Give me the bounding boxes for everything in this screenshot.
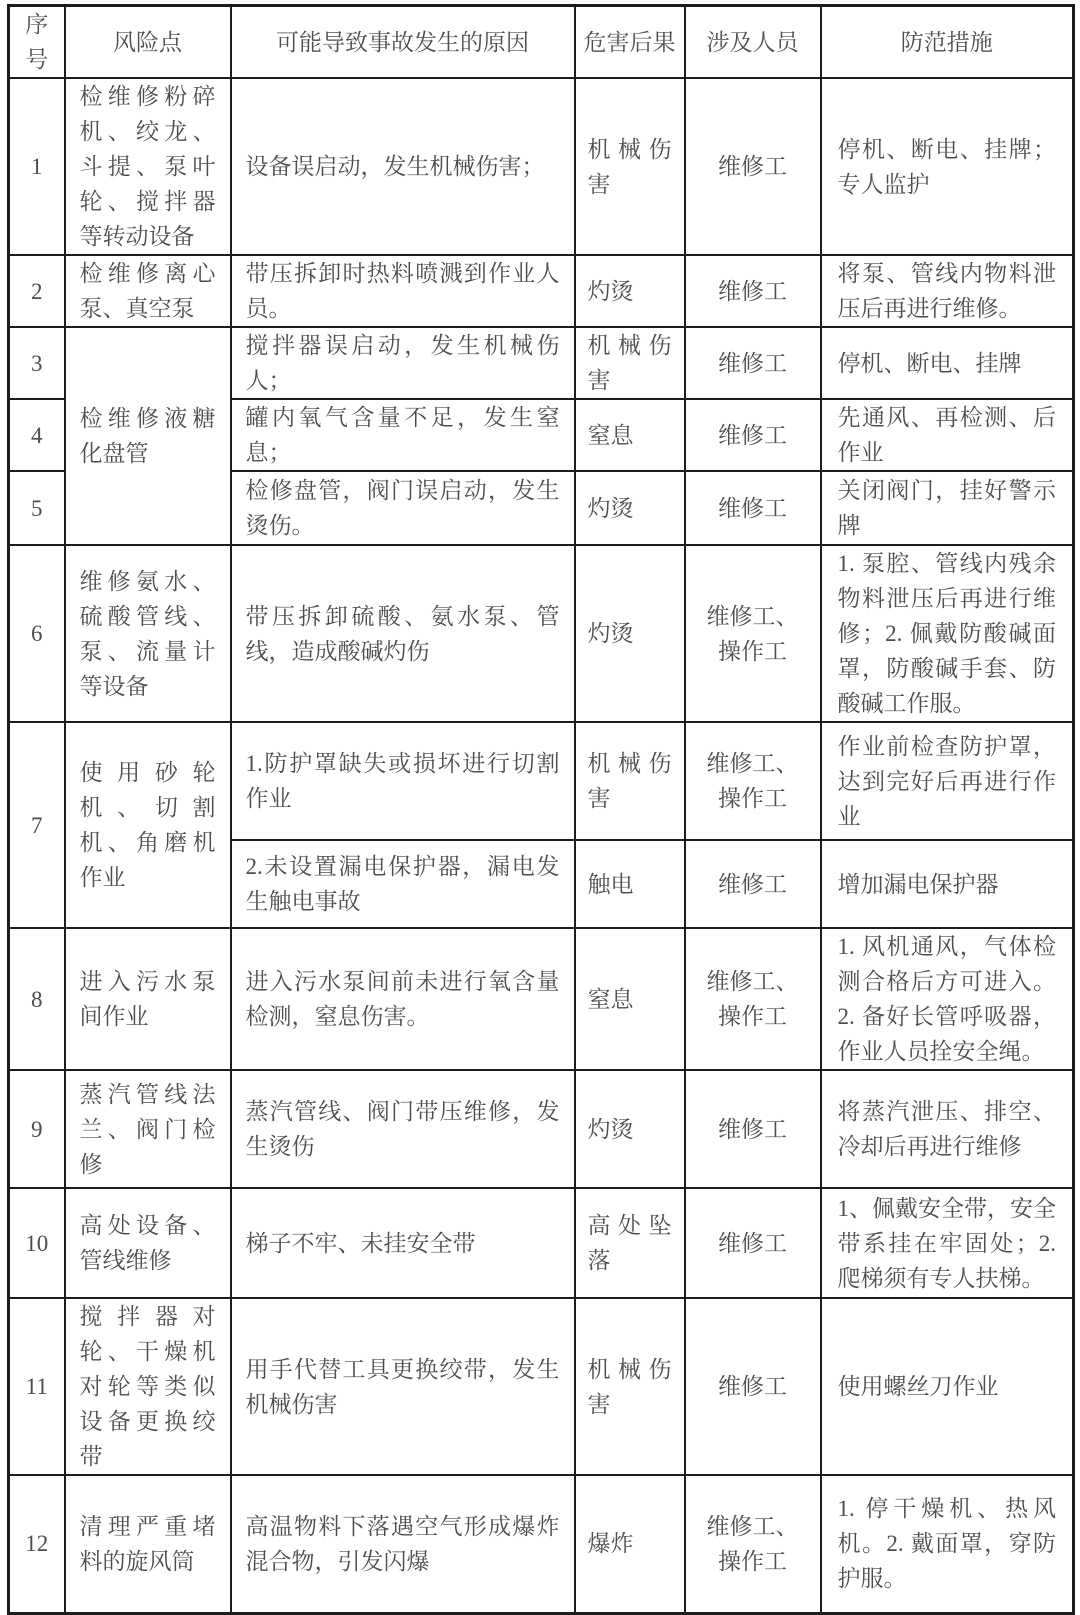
col-header-cause: 可能导致事故发生的原因	[231, 6, 575, 79]
cell-risk: 清理严重堵料的旋风筒	[65, 1475, 231, 1613]
cell-people: 维修工	[685, 840, 821, 928]
risk-assessment-table	[7, 4, 1075, 1615]
cell-measure: 停机、断电、挂牌；专人监护	[821, 78, 1074, 255]
table-row	[9, 78, 1074, 255]
cell-risk: 蒸汽管线法兰、阀门检修	[65, 1070, 231, 1188]
cell-measure: 1. 风机通风，气体检测合格后方可进入。2. 备好长管呼吸器，作业人员拴安全绳。	[821, 928, 1074, 1070]
cell-people: 维修工	[685, 255, 821, 327]
cell-cause: 带压拆卸硫酸、氨水泵、管线，造成酸碱灼伤	[231, 545, 575, 722]
cell-seq: 12	[9, 1475, 65, 1613]
cell-risk: 使用砂轮机、切割机、角磨机作业	[65, 722, 231, 928]
col-header-measure: 防范措施	[821, 6, 1074, 79]
cell-risk: 维修氨水、硫酸管线、泵、流量计等设备	[65, 545, 231, 722]
cell-measure: 作业前检查防护罩，达到完好后再进行作业	[821, 722, 1074, 840]
cell-hazard: 窒息	[575, 928, 685, 1070]
cell-measure: 将蒸汽泄压、排空、冷却后再进行维修	[821, 1070, 1074, 1188]
cell-hazard: 灼烫	[575, 255, 685, 327]
table-row	[9, 255, 1074, 327]
cell-people: 维修工	[685, 78, 821, 255]
cell-cause: 罐内氧气含量不足，发生窒息；	[231, 399, 575, 471]
cell-people: 维修工	[685, 471, 821, 545]
cell-risk: 搅拌器对轮、干燥机对轮等类似设备更换绞带	[65, 1298, 231, 1475]
cell-seq: 9	[9, 1070, 65, 1188]
cell-people: 维修工	[685, 1188, 821, 1298]
cell-people: 维修工	[685, 1298, 821, 1475]
cell-risk: 进入污水泵间作业	[65, 928, 231, 1070]
cell-people: 维修工、操作工	[685, 928, 821, 1070]
cell-cause: 带压拆卸时热料喷溅到作业人员。	[231, 255, 575, 327]
cell-seq: 10	[9, 1188, 65, 1298]
cell-cause: 用手代替工具更换绞带，发生机械伤害	[231, 1298, 575, 1475]
cell-seq: 8	[9, 928, 65, 1070]
cell-seq: 6	[9, 545, 65, 722]
cell-people: 维修工	[685, 399, 821, 471]
table-row	[9, 1298, 1074, 1475]
cell-hazard: 机械伤害	[575, 722, 685, 840]
cell-measure: 增加漏电保护器	[821, 840, 1074, 928]
cell-people: 维修工	[685, 1070, 821, 1188]
table-row	[9, 1070, 1074, 1188]
cell-risk: 检维修离心泵、真空泵	[65, 255, 231, 327]
cell-hazard: 窒息	[575, 399, 685, 471]
cell-measure: 1、佩戴安全带，安全带系挂在牢固处；2. 爬梯须有专人扶梯。	[821, 1188, 1074, 1298]
cell-seq: 4	[9, 399, 65, 471]
cell-hazard: 灼烫	[575, 1070, 685, 1188]
table-row	[9, 928, 1074, 1070]
cell-seq: 3	[9, 327, 65, 399]
cell-hazard: 机械伤害	[575, 1298, 685, 1475]
cell-measure: 1. 停干燥机、热风机。2. 戴面罩，穿防护服。	[821, 1475, 1074, 1613]
header-row	[9, 6, 1074, 79]
cell-cause: 1.防护罩缺失或损坏进行切割作业	[231, 722, 575, 840]
cell-people: 维修工	[685, 327, 821, 399]
table-row	[9, 722, 1074, 840]
cell-hazard: 触电	[575, 840, 685, 928]
cell-cause: 检修盘管，阀门误启动，发生烫伤。	[231, 471, 575, 545]
cell-measure: 停机、断电、挂牌	[821, 327, 1074, 399]
cell-risk: 检维修粉碎机、绞龙、斗提、泵叶轮、搅拌器等转动设备	[65, 78, 231, 255]
cell-risk: 高处设备、管线维修	[65, 1188, 231, 1298]
cell-people: 维修工、操作工	[685, 545, 821, 722]
cell-cause: 高温物料下落遇空气形成爆炸混合物，引发闪爆	[231, 1475, 575, 1613]
table-row	[9, 1188, 1074, 1298]
cell-hazard: 爆炸	[575, 1475, 685, 1613]
cell-measure: 关闭阀门，挂好警示牌	[821, 471, 1074, 545]
cell-measure: 使用螺丝刀作业	[821, 1298, 1074, 1475]
cell-people: 维修工、操作工	[685, 1475, 821, 1613]
cell-seq: 1	[9, 78, 65, 255]
table-row	[9, 545, 1074, 722]
cell-cause: 梯子不牢、未挂安全带	[231, 1188, 575, 1298]
cell-cause: 2.未设置漏电保护器，漏电发生触电事故	[231, 840, 575, 928]
cell-hazard: 灼烫	[575, 545, 685, 722]
cell-cause: 进入污水泵间前未进行氧含量检测，窒息伤害。	[231, 928, 575, 1070]
cell-cause: 设备误启动，发生机械伤害；	[231, 78, 575, 255]
col-header-seq: 序号	[9, 6, 65, 79]
cell-risk: 检维修液糖化盘管	[65, 327, 231, 545]
cell-people: 维修工、操作工	[685, 722, 821, 840]
cell-seq: 2	[9, 255, 65, 327]
cell-hazard: 灼烫	[575, 471, 685, 545]
cell-seq: 7	[9, 722, 65, 928]
cell-hazard: 机械伤害	[575, 78, 685, 255]
cell-measure: 1. 泵腔、管线内残余物料泄压后再进行维修；2. 佩戴防酸碱面罩，防酸碱手套、防酸碱工作服。	[821, 545, 1074, 722]
cell-cause: 蒸汽管线、阀门带压维修，发生烫伤	[231, 1070, 575, 1188]
cell-hazard: 机械伤害	[575, 327, 685, 399]
cell-hazard: 高处坠落	[575, 1188, 685, 1298]
cell-measure: 将泵、管线内物料泄压后再进行维修。	[821, 255, 1074, 327]
cell-seq: 11	[9, 1298, 65, 1475]
col-header-people: 涉及人员	[685, 6, 821, 79]
col-header-risk: 风险点	[65, 6, 231, 79]
cell-cause: 搅拌器误启动，发生机械伤人；	[231, 327, 575, 399]
cell-seq: 5	[9, 471, 65, 545]
table-row	[9, 1475, 1074, 1613]
col-header-hazard: 危害后果	[575, 6, 685, 79]
table-row	[9, 327, 1074, 399]
cell-measure: 先通风、再检测、后作业	[821, 399, 1074, 471]
